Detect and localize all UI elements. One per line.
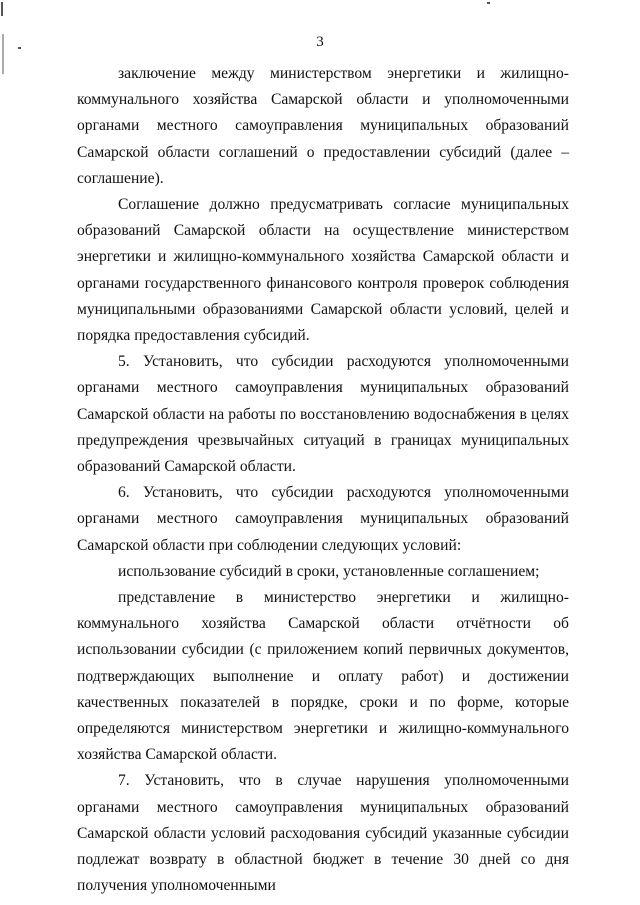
paragraph: представление в министерство энергетики и жилищно-коммунального хозяйства Самарской области отчётности об использовании субсидии (с приложением копий первичных документов, подтверждающих выполнение и оплату работ) и достижении качественных показателей в порядке, сроки и по форме, которые определяются министерством энергетики и жилищно-коммунального хозяйства Самарской области. (77, 589, 569, 764)
paragraph: заключение между министерством энергетики и жилищно-коммунального хозяйства Самарской области и уполномоченными органами местного самоуправления муниципальных образований Самарской области соглашений о предоставлении субсидий (далее – соглашение). (77, 65, 569, 187)
scan-artifact (1, 2, 3, 16)
paragraph: 6. Установить, что субсидии расходуются уполномоченными органами местного самоуправления муниципальных образований Самарской области при соблюдении следующих условий: (77, 484, 569, 554)
paragraph: Соглашение должно предусматривать согласие муниципальных образований Самарской области на осуществление министерством энергетики и жилищно-коммунального хозяйства Самарской области и органами государственного финансового контроля проверок соблюдения муниципальными образованиями Самарской области условий, целей и порядка предоставления субсидий. (77, 196, 569, 345)
scan-artifact (487, 2, 490, 4)
paragraph: 7. Установить, что в случае нарушения уполномоченными органами местного самоуправления муниципальных образований Самарской области условий расходования субсидий указанные субсидии подлежат возврату в областной бюджет в течение 30 дней со дня получения уполномоченными (77, 772, 569, 895)
page-number: 3 (316, 34, 324, 50)
paragraph: 5. Установить, что субсидии расходуются уполномоченными органами местного самоуправления муниципальных образований Самарской области на работы по восстановлению водоснабжения в целях предупреждения чрезвычайных ситуаций в границах муниципальных образований Самарской области. (77, 353, 569, 476)
document-body (77, 61, 569, 900)
paragraph: использование субсидий в сроки, установленные соглашением; (118, 562, 540, 580)
